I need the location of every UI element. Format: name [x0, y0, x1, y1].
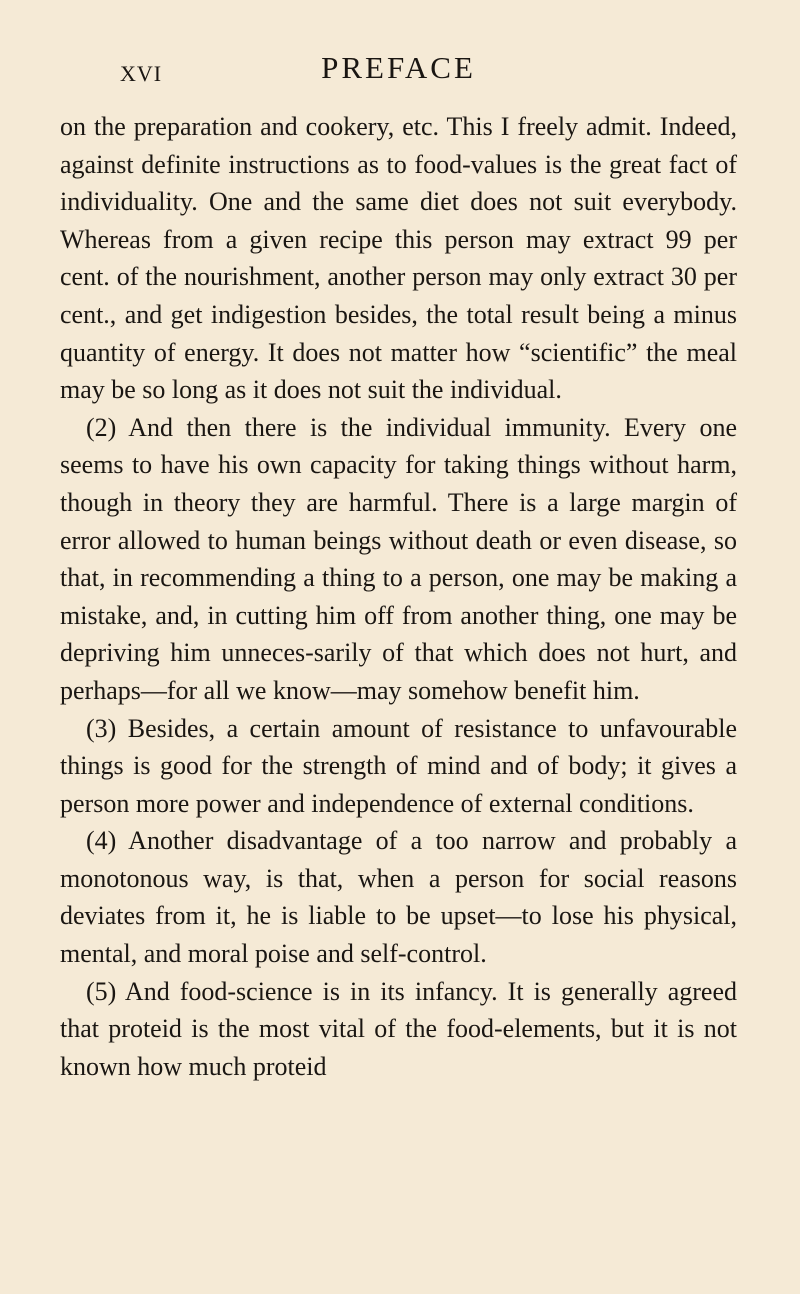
running-head: [60, 0, 737, 108]
paragraph-3: (3) Besides, a certain amount of resistance to unfavourable things is good for the strength of mind and of body; it gives a person more power and independence of external conditions.: [60, 713, 737, 818]
paragraph-continuation: on the preparation and cookery, etc. This I freely admit. Indeed, against definite instructions as to food-values is the great fact of individuality. One and the same diet does not suit everybody. Whereas from a given recipe this person may extract 99 per cent. of the nourishment, another person may only extract 30 per cent., and get indigestion besides, the total result being a minus quantity of energy. It does not matter how “scientific” the meal may be so long as it does not suit the individual.: [60, 112, 737, 405]
paragraph-5: (5) And food-science is in its infancy. It is generally agreed that proteid is the most vital of the food-elements, but it is not known how much proteid: [60, 976, 737, 1081]
paragraph-4: (4) Another disadvantage of a too narrow and probably a monotonous way, is that, when a person for social reasons deviates from it, he is liable to be upset—to lose his physical, mental, and moral poise and self-control.: [60, 826, 737, 969]
page-title: PREFACE: [321, 50, 476, 85]
paragraph-2: (2) And then there is the individual immunity. Every one seems to have his own capacity for taking things without harm, though in theory they are harmful. There is a large margin of error allowed to human beings without death or even disease, so that, in recommending a thing to a person, one may be making a mistake, and, in cutting him off from another thing, one may be depriving him unneces-sarily of that which does not hurt, and perhaps—for all we know—may somehow benefit him.: [60, 412, 737, 705]
body-text: [60, 108, 737, 1085]
page-number: xvi: [120, 53, 163, 88]
